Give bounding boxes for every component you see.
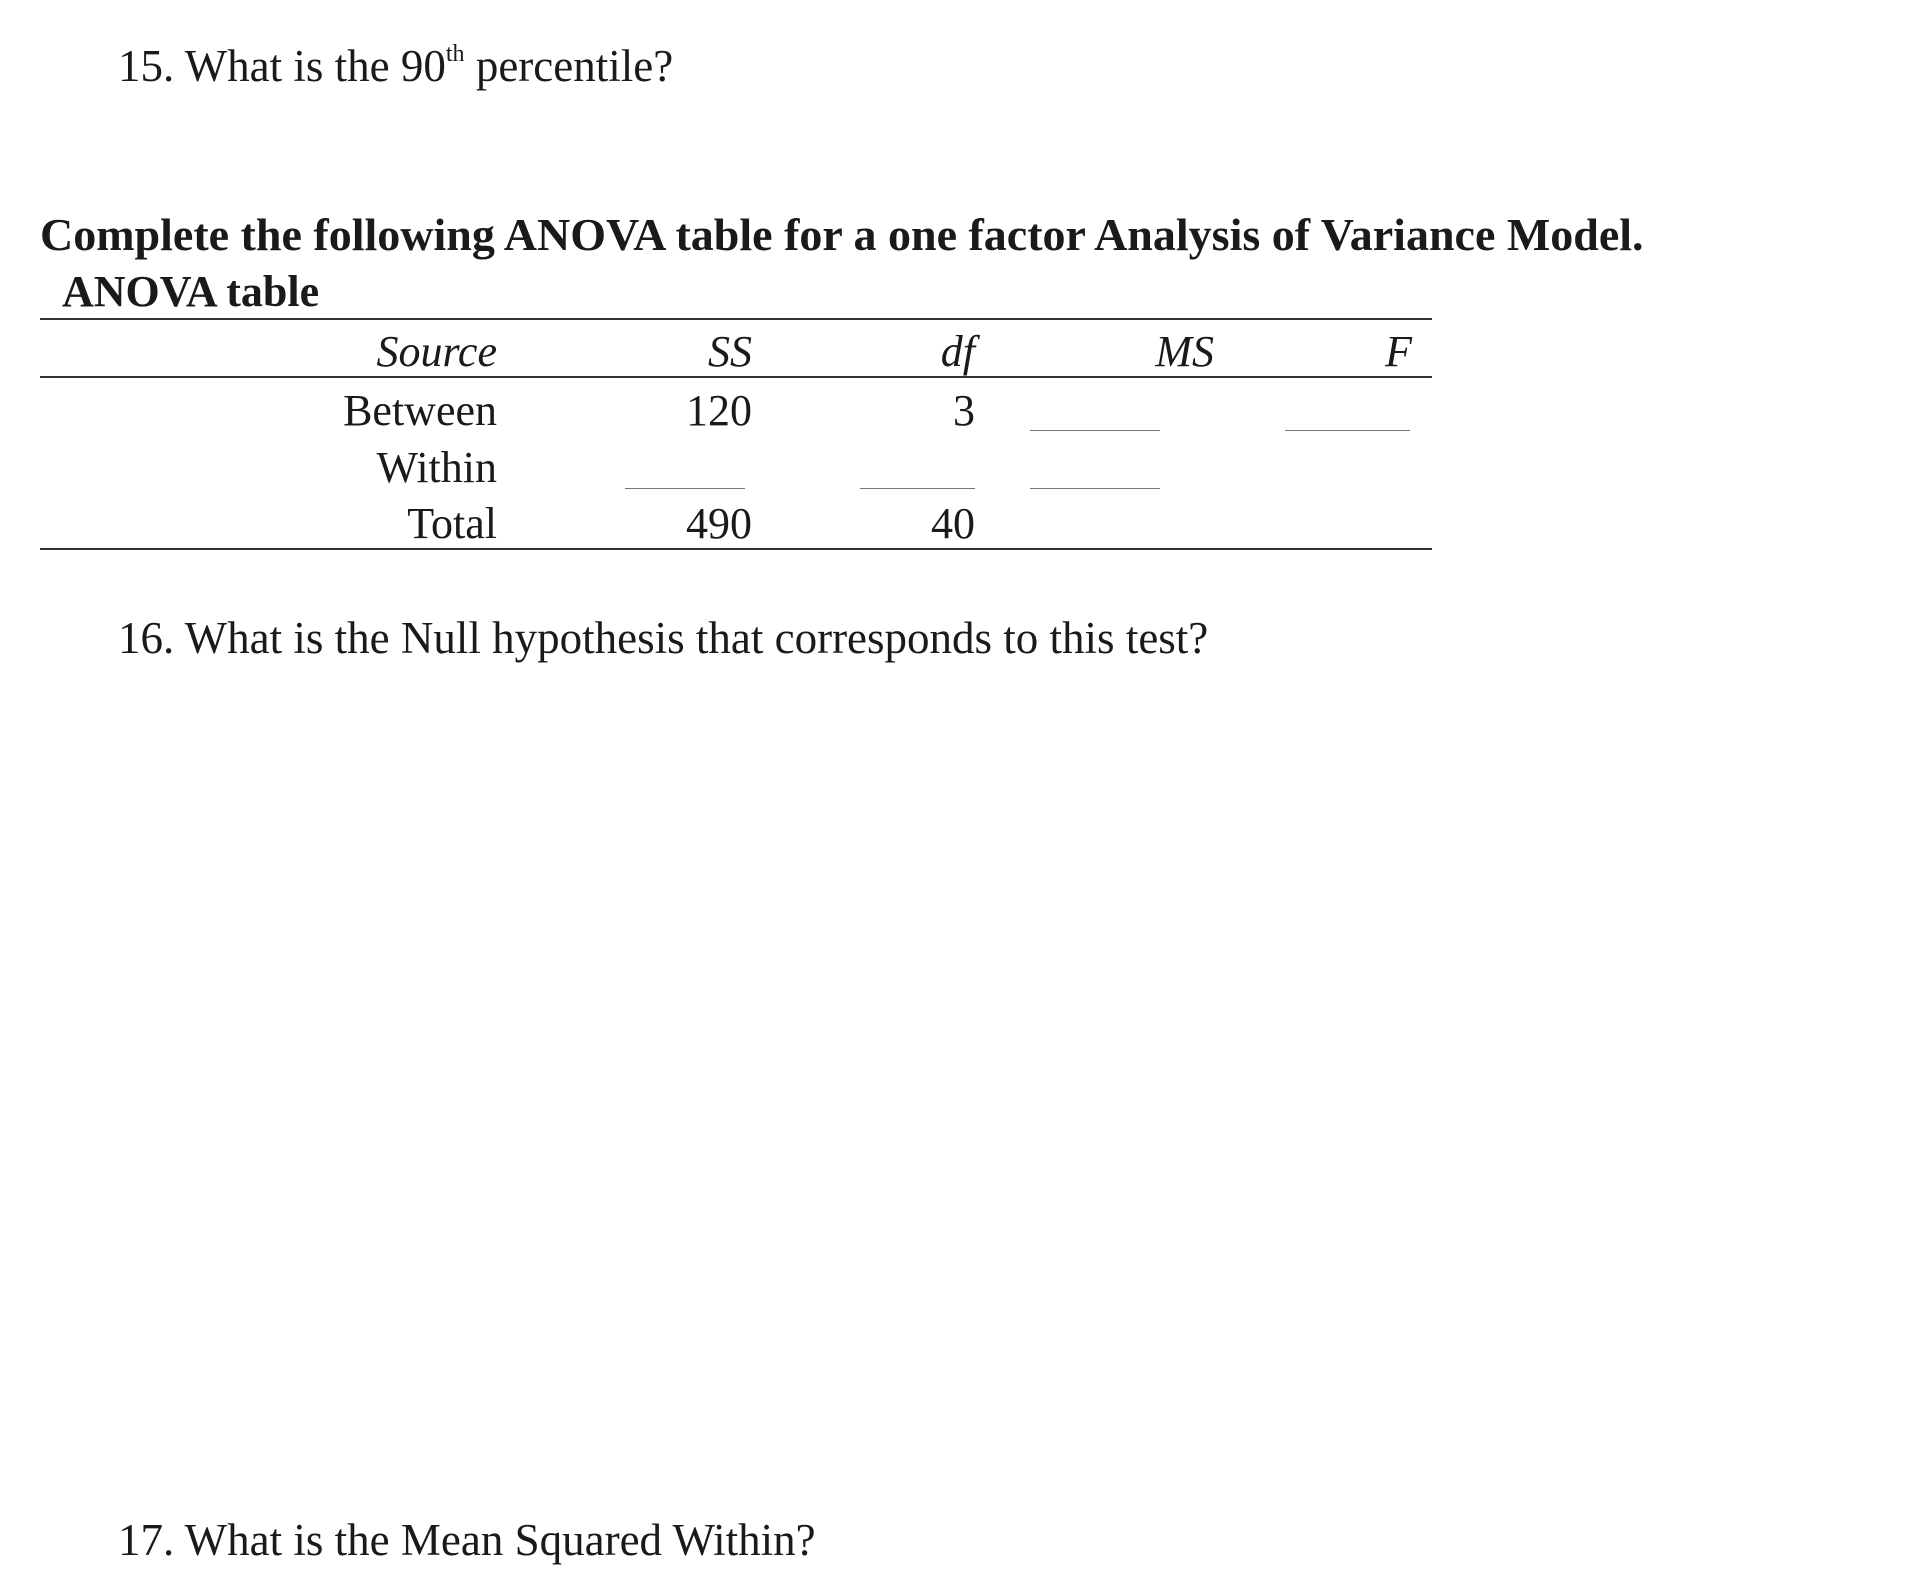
row-within-ms-blank — [1030, 488, 1160, 489]
question-15-prefix: 15. What is the 90 — [118, 41, 446, 91]
row-within-df-blank — [860, 488, 975, 489]
row-between-source: Between — [343, 386, 497, 435]
row-within-ss-blank — [625, 488, 745, 489]
row-total-source: Total — [407, 499, 497, 548]
anova-table-caption: ANOVA table — [62, 267, 320, 316]
header-source: Source — [376, 327, 497, 376]
question-15 — [118, 41, 674, 91]
row-total-df: 40 — [931, 499, 975, 548]
row-total-ss: 490 — [686, 499, 752, 548]
header-df: df — [940, 327, 975, 376]
table-top-rule — [40, 318, 1432, 320]
question-16: 16. What is the Null hypothesis that corresponds to this test? — [118, 613, 1209, 663]
header-ms: MS — [1155, 327, 1214, 376]
header-ss: SS — [708, 327, 752, 376]
anova-table — [40, 318, 1432, 550]
row-between-df: 3 — [953, 386, 975, 435]
row-within-source: Within — [376, 443, 497, 492]
table-bottom-rule — [40, 548, 1432, 550]
row-between-ss: 120 — [686, 386, 752, 435]
question-17: 17. What is the Mean Squared Within? — [118, 1515, 816, 1565]
table-header-rule — [40, 376, 1432, 378]
row-between-f-blank — [1285, 430, 1410, 431]
header-f: F — [1385, 327, 1412, 376]
question-15-suffix: percentile? — [464, 41, 674, 91]
row-between-ms-blank — [1030, 430, 1160, 431]
anova-instruction: Complete the following ANOVA table for a one factor Analysis of Variance Model. — [40, 209, 1644, 260]
question-15-superscript: th — [445, 41, 465, 67]
